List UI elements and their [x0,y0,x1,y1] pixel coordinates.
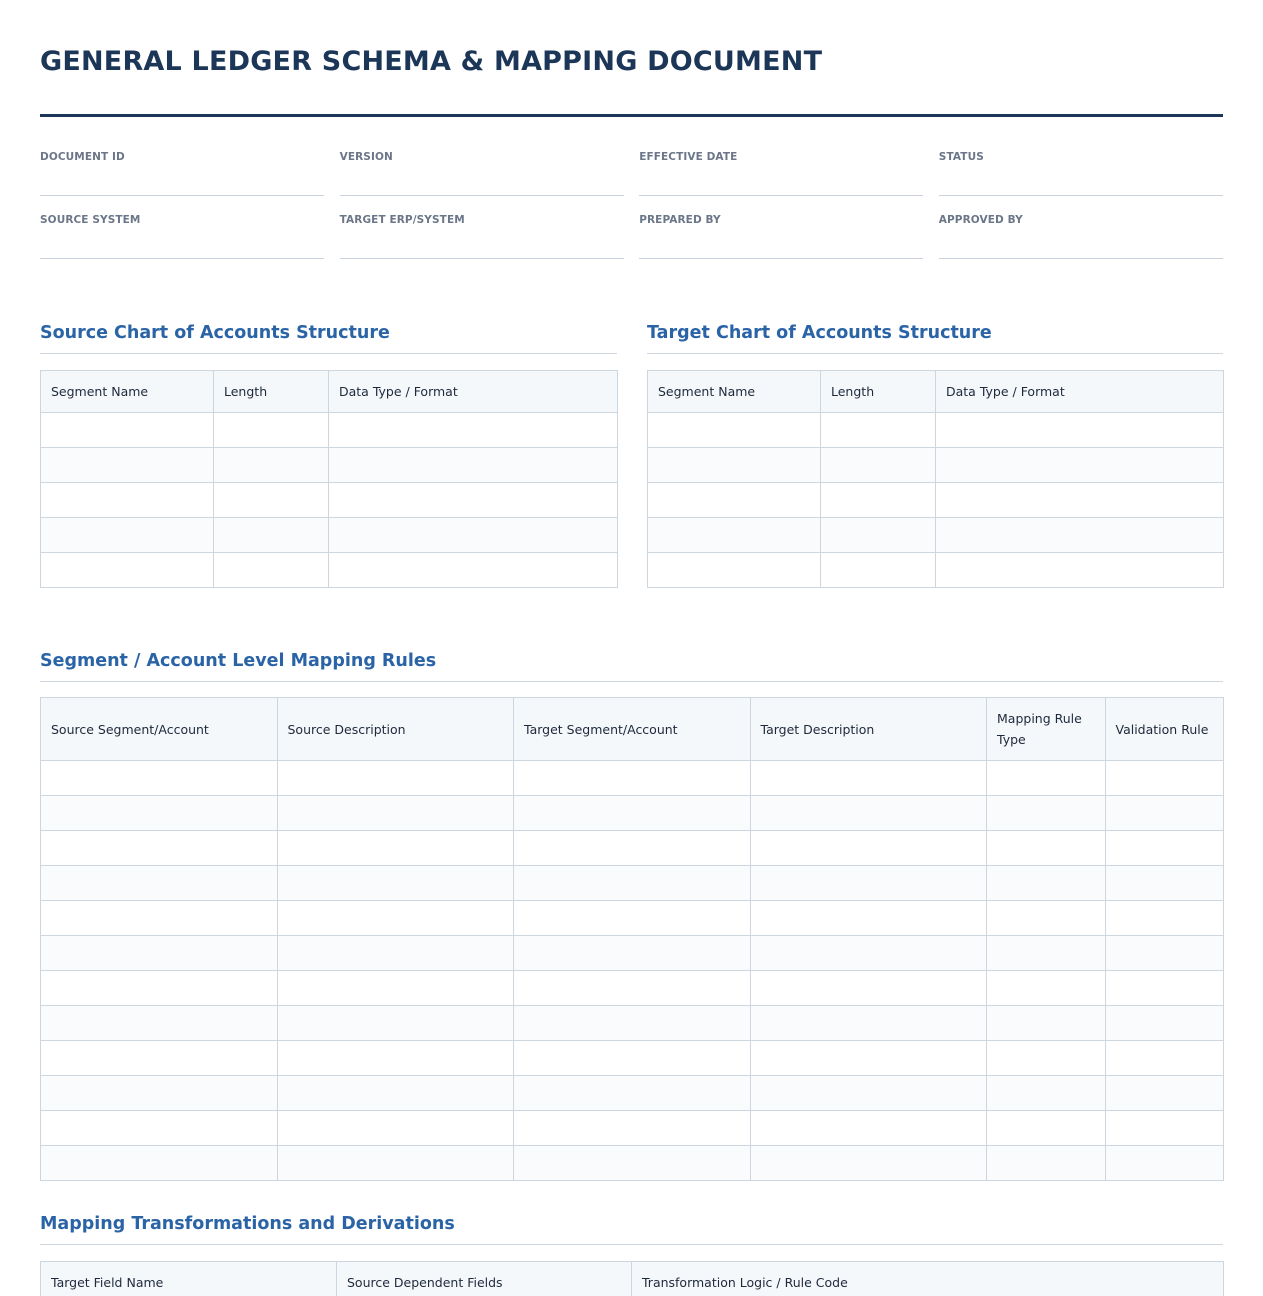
table-cell[interactable] [1105,866,1224,901]
table-row [648,448,1224,483]
table-cell[interactable] [987,761,1106,796]
table-cell[interactable] [936,483,1224,518]
table-cell[interactable] [750,761,987,796]
meta-field-prepared-by[interactable] [639,213,923,276]
table-cell[interactable] [1105,761,1224,796]
table-row [41,1041,1224,1076]
table-cell[interactable] [277,796,514,831]
table-cell[interactable] [277,1041,514,1076]
table-cell[interactable] [41,1006,278,1041]
table-cell[interactable] [214,413,329,448]
meta-field-effective-date[interactable] [639,150,923,213]
meta-input-line [639,195,923,196]
table-cell[interactable] [41,831,278,866]
table-row [41,553,618,588]
table-cell[interactable] [514,1146,751,1181]
column-header: Mapping Rule Type [987,698,1106,761]
meta-field-version[interactable] [340,150,624,213]
table-cell[interactable] [514,901,751,936]
table-cell[interactable] [277,971,514,1006]
column-header: Data Type / Format [936,371,1224,413]
table-row [41,936,1224,971]
target-coa-rows [648,413,1224,588]
table-row [41,448,618,483]
column-header: Source Segment/Account [41,698,278,761]
meta-label: STATUS [938,151,984,163]
table-row [41,483,618,518]
table-row [41,831,1224,866]
table-cell[interactable] [214,448,329,483]
table-cell[interactable] [1105,1146,1224,1181]
column-header: Length [821,371,936,413]
table-cell[interactable] [277,831,514,866]
meta-input-line [40,258,324,259]
table-row [648,518,1224,553]
table-cell[interactable] [277,1111,514,1146]
table-cell[interactable] [936,448,1224,483]
table-cell[interactable] [821,518,936,553]
table-cell[interactable] [987,1076,1106,1111]
column-header: Length [214,371,329,413]
table-cell[interactable] [329,483,618,518]
mapping-rules-table [40,697,1224,1181]
table-cell[interactable] [41,901,278,936]
table-row [41,413,618,448]
column-header: Validation Rule [1105,698,1224,761]
table-cell[interactable] [936,553,1224,588]
meta-input-line [939,258,1223,259]
title-divider [40,114,1223,117]
table-cell[interactable] [514,1076,751,1111]
table-cell[interactable] [750,971,987,1006]
table-row [648,483,1224,518]
meta-label: SOURCE SYSTEM [40,214,141,226]
table-cell[interactable] [821,483,936,518]
table-row [41,1111,1224,1146]
table-row [41,1006,1224,1041]
table-cell[interactable] [1105,1111,1224,1146]
table-cell[interactable] [750,796,987,831]
table-cell[interactable] [750,1041,987,1076]
table-cell[interactable] [514,1111,751,1146]
mapping-rules-divider [40,681,1223,682]
table-cell[interactable] [41,448,214,483]
table-cell[interactable] [41,413,214,448]
meta-label: EFFECTIVE DATE [639,151,738,163]
table-cell[interactable] [821,413,936,448]
table-cell[interactable] [987,971,1106,1006]
document-meta [40,150,1223,276]
table-cell[interactable] [41,553,214,588]
meta-label: VERSION [339,151,393,163]
table-cell[interactable] [987,831,1106,866]
column-header: Target Segment/Account [514,698,751,761]
table-cell[interactable] [1105,796,1224,831]
table-row [648,553,1224,588]
table-cell[interactable] [329,553,618,588]
table-cell[interactable] [936,413,1224,448]
table-cell[interactable] [214,483,329,518]
transformations-table [40,1261,1224,1296]
column-header: Transformation Logic / Rule Code [632,1262,1224,1296]
table-cell[interactable] [277,901,514,936]
table-cell[interactable] [750,866,987,901]
table-cell[interactable] [987,1006,1106,1041]
table-cell[interactable] [987,796,1106,831]
table-cell[interactable] [41,866,278,901]
table-cell[interactable] [277,1006,514,1041]
table-cell[interactable] [329,518,618,553]
table-row [41,866,1224,901]
column-header: Source Description [277,698,514,761]
table-cell[interactable] [648,483,821,518]
meta-label: DOCUMENT ID [40,151,125,163]
table-cell[interactable] [648,518,821,553]
table-cell[interactable] [41,1076,278,1111]
table-cell[interactable] [648,553,821,588]
column-header: Data Type / Format [329,371,618,413]
table-cell[interactable] [987,936,1106,971]
table-cell[interactable] [277,1076,514,1111]
table-cell[interactable] [41,971,278,1006]
table-row [41,1146,1224,1181]
source-coa-divider [40,353,617,354]
table-row [648,413,1224,448]
document-title: GENERAL LEDGER SCHEMA & MAPPING DOCUMENT [40,46,823,77]
table-cell[interactable] [987,866,1106,901]
table-cell[interactable] [41,796,278,831]
meta-label: PREPARED BY [639,214,721,226]
table-row [41,796,1224,831]
meta-field-source-system[interactable] [40,213,324,276]
meta-label: TARGET ERP/SYSTEM [339,214,465,226]
table-cell[interactable] [41,483,214,518]
meta-input-line [639,258,923,259]
table-cell[interactable] [329,448,618,483]
table-cell[interactable] [41,1111,278,1146]
meta-input-line [939,195,1223,196]
table-cell[interactable] [1105,1006,1224,1041]
column-header: Target Description [750,698,987,761]
table-cell[interactable] [987,901,1106,936]
column-header: Segment Name [648,371,821,413]
table-cell[interactable] [514,831,751,866]
table-cell[interactable] [41,1146,278,1181]
table-row [41,761,1224,796]
table-cell[interactable] [1105,901,1224,936]
table-cell[interactable] [514,936,751,971]
table-cell[interactable] [277,761,514,796]
target-coa-title: Target Chart of Accounts Structure [647,323,992,343]
table-cell[interactable] [936,518,1224,553]
meta-field-status[interactable] [939,150,1223,213]
meta-field-target-erp-system[interactable] [340,213,624,276]
mapping-rules-rows [41,761,1224,1181]
table-cell[interactable] [277,1146,514,1181]
table-cell[interactable] [41,1041,278,1076]
table-cell[interactable] [514,1006,751,1041]
table-cell[interactable] [514,1041,751,1076]
table-cell[interactable] [277,936,514,971]
table-cell[interactable] [514,971,751,1006]
table-cell[interactable] [750,1146,987,1181]
source-coa-rows [41,413,618,588]
table-cell[interactable] [214,518,329,553]
table-cell[interactable] [214,553,329,588]
table-cell[interactable] [514,866,751,901]
target-coa-table [647,370,1224,588]
table-cell[interactable] [821,553,936,588]
table-cell[interactable] [514,796,751,831]
meta-field-approved-by[interactable] [939,213,1223,276]
table-cell[interactable] [821,448,936,483]
table-cell[interactable] [750,1111,987,1146]
table-cell[interactable] [987,1041,1106,1076]
table-cell[interactable] [750,1006,987,1041]
column-header: Source Dependent Fields [337,1262,632,1296]
table-row [41,901,1224,936]
table-cell[interactable] [750,936,987,971]
table-cell[interactable] [1105,1076,1224,1111]
table-cell[interactable] [750,901,987,936]
meta-label: APPROVED BY [938,214,1023,226]
table-cell[interactable] [41,518,214,553]
table-cell[interactable] [1105,971,1224,1006]
table-cell[interactable] [1105,831,1224,866]
column-header: Target Field Name [41,1262,337,1296]
table-cell[interactable] [750,1076,987,1111]
mapping-rules-title: Segment / Account Level Mapping Rules [40,651,437,671]
table-cell[interactable] [987,1146,1106,1181]
table-cell[interactable] [750,831,987,866]
table-cell[interactable] [648,448,821,483]
table-row [41,971,1224,1006]
table-cell[interactable] [1105,936,1224,971]
table-cell[interactable] [987,1111,1106,1146]
meta-input-line [340,258,624,259]
meta-input-line [340,195,624,196]
meta-input-line [40,195,324,196]
table-row [41,518,618,553]
table-cell[interactable] [41,761,278,796]
table-cell[interactable] [648,413,821,448]
table-cell[interactable] [41,936,278,971]
table-cell[interactable] [1105,1041,1224,1076]
column-header: Segment Name [41,371,214,413]
transformations-divider [40,1244,1223,1245]
source-coa-title: Source Chart of Accounts Structure [40,323,390,343]
target-coa-divider [647,353,1223,354]
table-row [41,1076,1224,1111]
table-cell[interactable] [514,761,751,796]
table-cell[interactable] [329,413,618,448]
source-coa-table [40,370,618,588]
meta-field-document-id[interactable] [40,150,324,213]
transformations-title: Mapping Transformations and Derivations [40,1214,455,1234]
table-cell[interactable] [277,866,514,901]
